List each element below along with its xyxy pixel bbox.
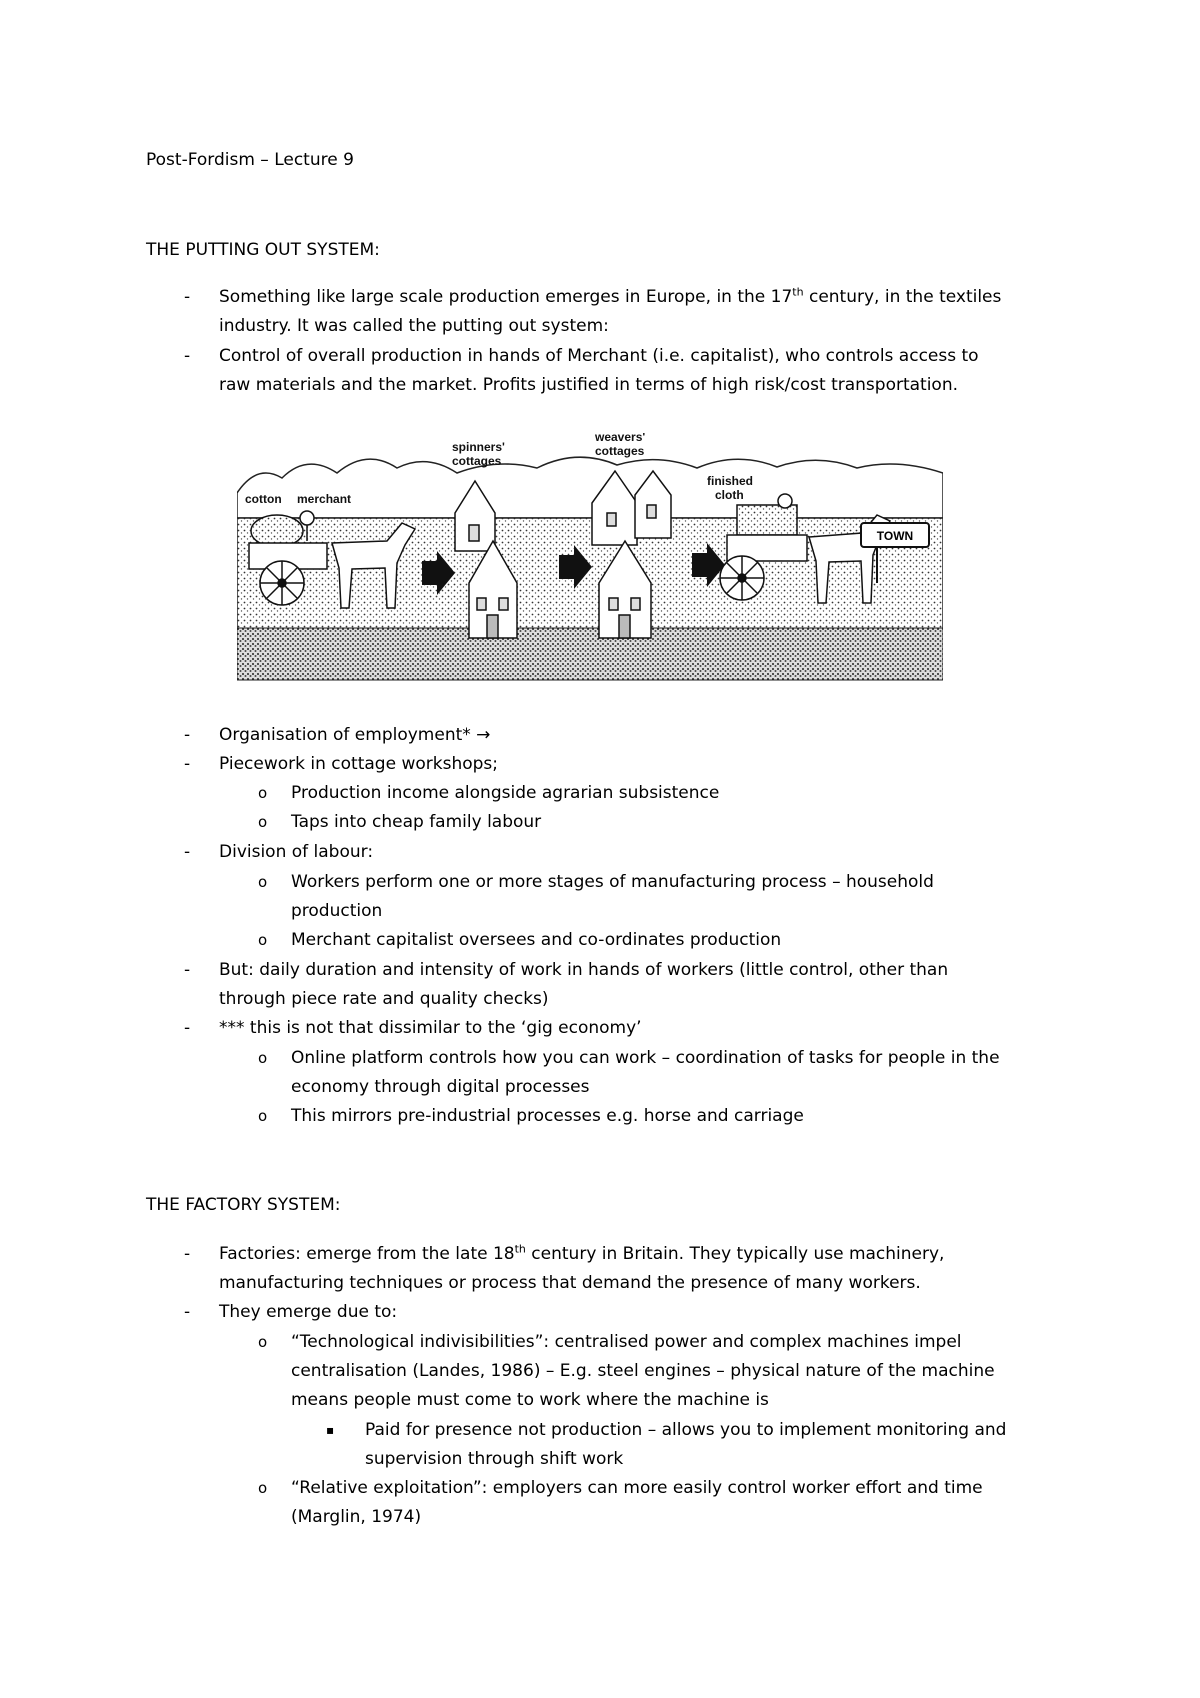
paragraph-line: Something like large scale production emerges in Europe, in the 17th century, in the textiles <box>219 285 1002 307</box>
merchant-label: merchant <box>297 492 352 506</box>
paragraph-line: industry. It was called the putting out system: <box>219 316 609 336</box>
list-item-continued: centralisation (Landes, 1986) – E.g. steel engines – physical nature of the machine <box>291 1361 995 1381</box>
bullet-circle: o <box>258 1049 268 1067</box>
list-item: Factories: emerge from the late 18th century in Britain. They typically use machinery, <box>219 1242 945 1264</box>
list-item-continued: economy through digital processes <box>291 1077 590 1097</box>
weavers-label-1: weavers' <box>595 433 646 444</box>
bullet-dash: - <box>184 960 191 980</box>
spinners-label-2: cottages <box>452 454 502 468</box>
spinners-label-1: spinners' <box>452 440 505 454</box>
finished-label-2: cloth <box>715 488 744 502</box>
bullet-square: ▪ <box>326 1423 335 1437</box>
bullet-circle: o <box>258 1479 268 1497</box>
bullet-circle: o <box>258 1107 268 1125</box>
paragraph-line: raw materials and the market. Profits justified in terms of high risk/cost transportation. <box>219 375 959 395</box>
section-heading-putting-out: THE PUTTING OUT SYSTEM: <box>146 240 380 260</box>
document-title: Post-Fordism – Lecture 9 <box>146 150 354 170</box>
list-item: Piecework in cottage workshops; <box>219 754 499 774</box>
bullet-dash: - <box>184 1244 191 1264</box>
list-item: This mirrors pre-industrial processes e.g. horse and carriage <box>291 1106 804 1126</box>
town-label: TOWN <box>876 529 914 543</box>
bullet-circle: o <box>258 873 268 891</box>
list-item: Online platform controls how you can work – coordination of tasks for people in the <box>291 1048 1000 1068</box>
list-item-continued: manufacturing techniques or process that demand the presence of many workers. <box>219 1273 921 1293</box>
bullet-circle: o <box>258 1333 268 1351</box>
list-item: Organisation of employment* → <box>219 725 491 745</box>
bullet-dash: - <box>184 1018 191 1038</box>
weavers-label-2: cottages <box>595 444 645 458</box>
finished-label-1: finished <box>707 474 754 488</box>
list-item-continued: (Marglin, 1974) <box>291 1507 422 1527</box>
bullet-circle: o <box>258 931 268 949</box>
list-item: Workers perform one or more stages of manufacturing process – household <box>291 872 934 892</box>
list-item: *** this is not that dissimilar to the ‘gig economy’ <box>219 1018 642 1038</box>
bullet-dash: - <box>184 1302 191 1322</box>
putting-out-drawing <box>237 433 943 685</box>
bullet-dash: - <box>184 287 191 307</box>
list-item: Production income alongside agrarian subsistence <box>291 783 720 803</box>
bullet-dash: - <box>184 754 191 774</box>
list-item: Division of labour: <box>219 842 374 862</box>
list-item: “Relative exploitation”: employers can more easily control worker effort and time <box>291 1478 983 1498</box>
bullet-dash: - <box>184 842 191 862</box>
bullet-circle: o <box>258 784 268 802</box>
list-item-continued: production <box>291 901 383 921</box>
list-item: Paid for presence not production – allows you to implement monitoring and <box>365 1420 1007 1440</box>
cotton-label: cotton <box>245 492 282 506</box>
section-heading-factory: THE FACTORY SYSTEM: <box>146 1195 341 1215</box>
list-item: Taps into cheap family labour <box>291 812 542 832</box>
list-item: “Technological indivisibilities”: centralised power and complex machines impel <box>291 1332 962 1352</box>
bullet-circle: o <box>258 813 268 831</box>
list-item: Merchant capitalist oversees and co-ordinates production <box>291 930 782 950</box>
list-item: But: daily duration and intensity of work in hands of workers (little control, other than <box>219 960 949 980</box>
list-item-continued: through piece rate and quality checks) <box>219 989 549 1009</box>
list-item-continued: means people must come to work where the machine is <box>291 1390 769 1410</box>
paragraph-line: Control of overall production in hands of Merchant (i.e. capitalist), who controls access to <box>219 346 979 366</box>
bullet-dash: - <box>184 346 191 366</box>
list-item: They emerge due to: <box>219 1302 398 1322</box>
putting-out-illustration <box>237 433 943 685</box>
list-item-continued: supervision through shift work <box>365 1449 624 1469</box>
bullet-dash: - <box>184 725 191 745</box>
